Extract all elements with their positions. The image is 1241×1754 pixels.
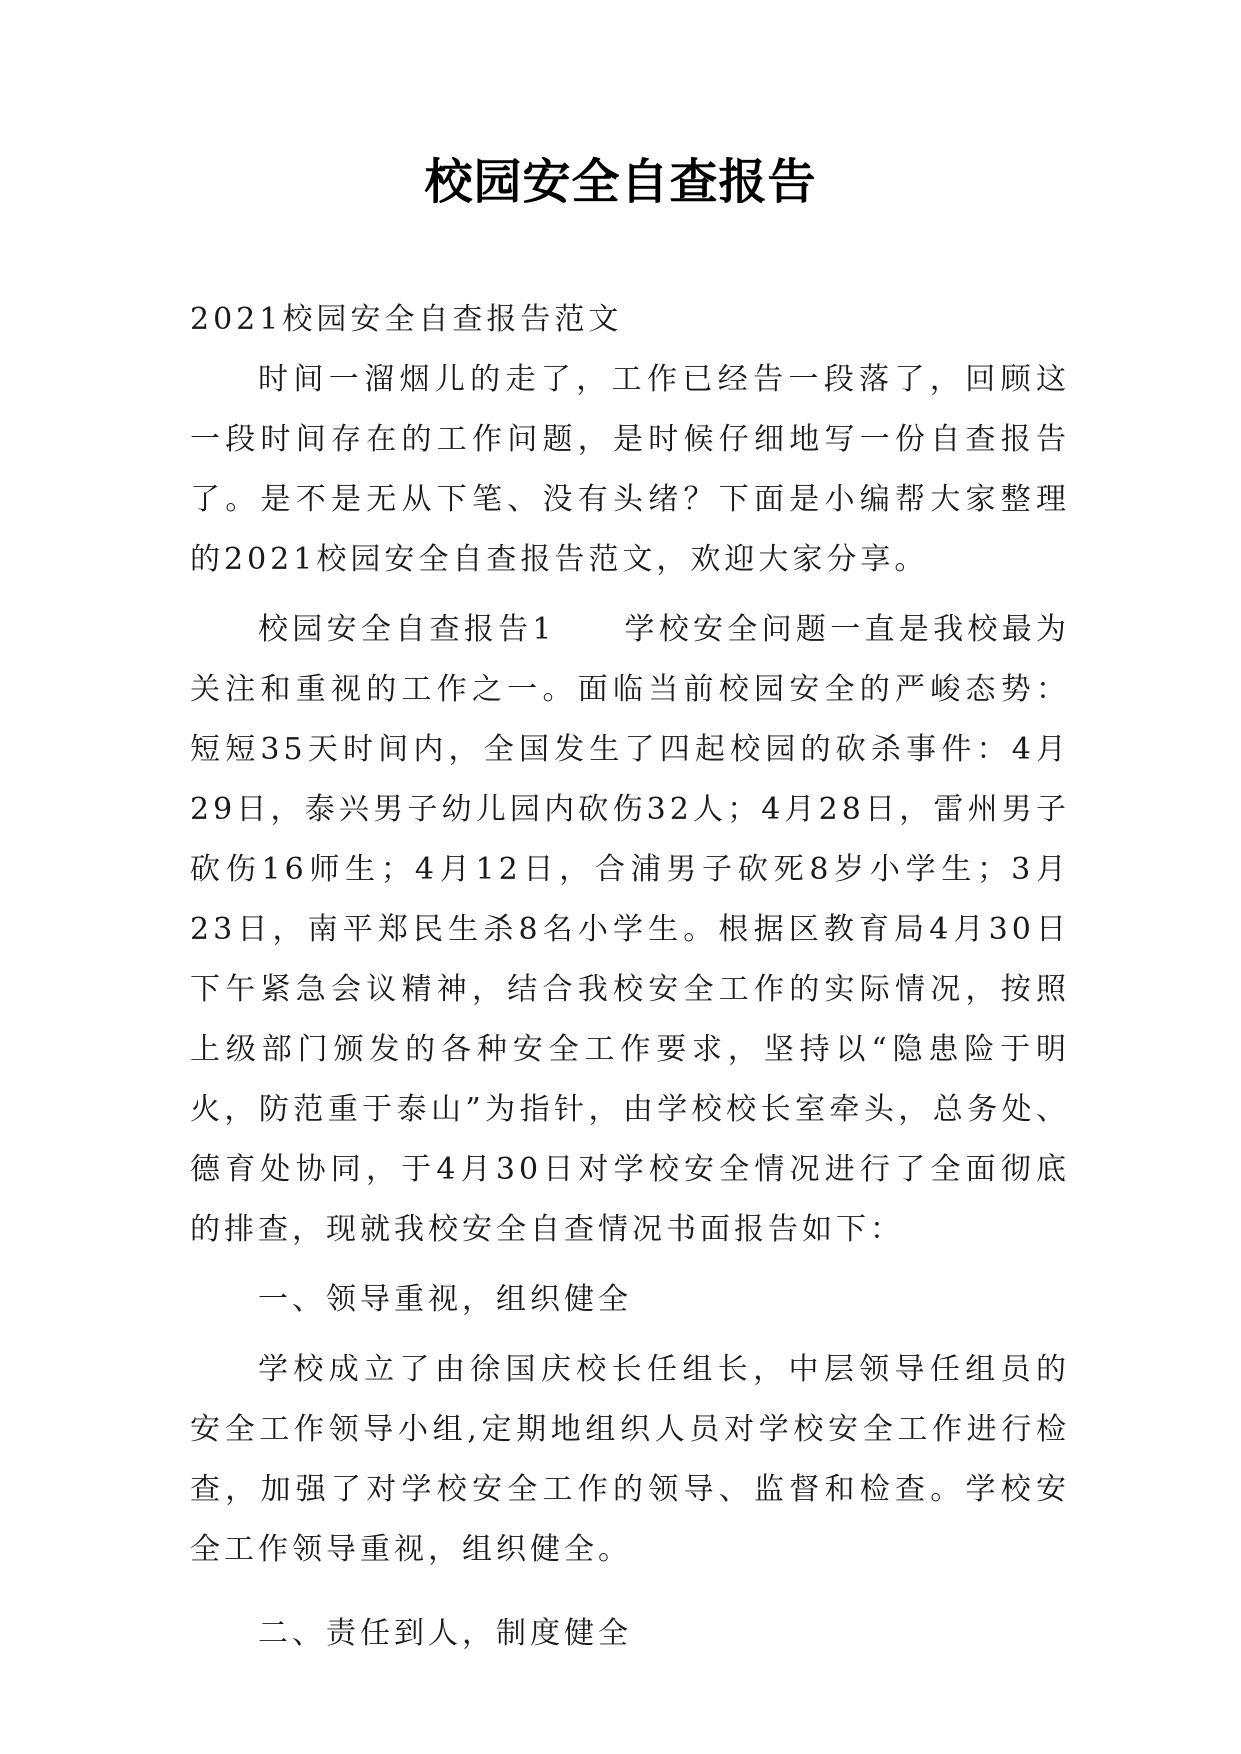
- document-body: [190, 290, 1070, 1664]
- document-title: 校园安全自查报告: [424, 154, 817, 210]
- report-1-paragraph: 校园安全自查报告1 学校安全问题一直是我校最为关注和重视的工作之一。面临当前校园安全的严峻态势：短短35天时间内，全国发生了四起校园的砍杀事件：4月29日，泰兴男子幼儿园内砍伤32人；4月28日，雷州男子砍伤16师生；4月12日，合浦男子砍死8岁小学生；3月23日，南平郑民生杀8名小学生。根据区教育局4月30日下午紧急会议精神，结合我校安全工作的实际情况，按照上级部门颁发的各种安全工作要求，坚持以“隐患险于明火，防范重于泰山”为指针，由学校校长室牵头，总务处、德育处协同，于4月30日对学校安全情况进行了全面彻底的排查，现就我校安全自查情况书面报告如下：: [190, 612, 1070, 1247]
- document-subtitle: 2021校园安全自查报告范文: [190, 302, 623, 337]
- intro-paragraph: 时间一溜烟儿的走了，工作已经告一段落了，回顾这一段时间存在的工作问题，是时候仔细地写一份自查报告了。是不是无从下笔、没有头绪？下面是小编帮大家整理的2021校园安全自查报告范文，欢迎大家分享。: [190, 362, 1070, 577]
- section-heading-2: 二、责任到人，制度健全: [258, 1616, 632, 1651]
- section-1-paragraph: 学校成立了由徐国庆校长任组长，中层领导任组员的安全工作领导小组,定期地组织人员对学校安全工作进行检查，加强了对学校安全工作的领导、监督和检查。学校安全工作领导重视，组织健全。: [190, 1352, 1070, 1567]
- section-heading-1: 一、领导重视，组织健全: [258, 1282, 632, 1317]
